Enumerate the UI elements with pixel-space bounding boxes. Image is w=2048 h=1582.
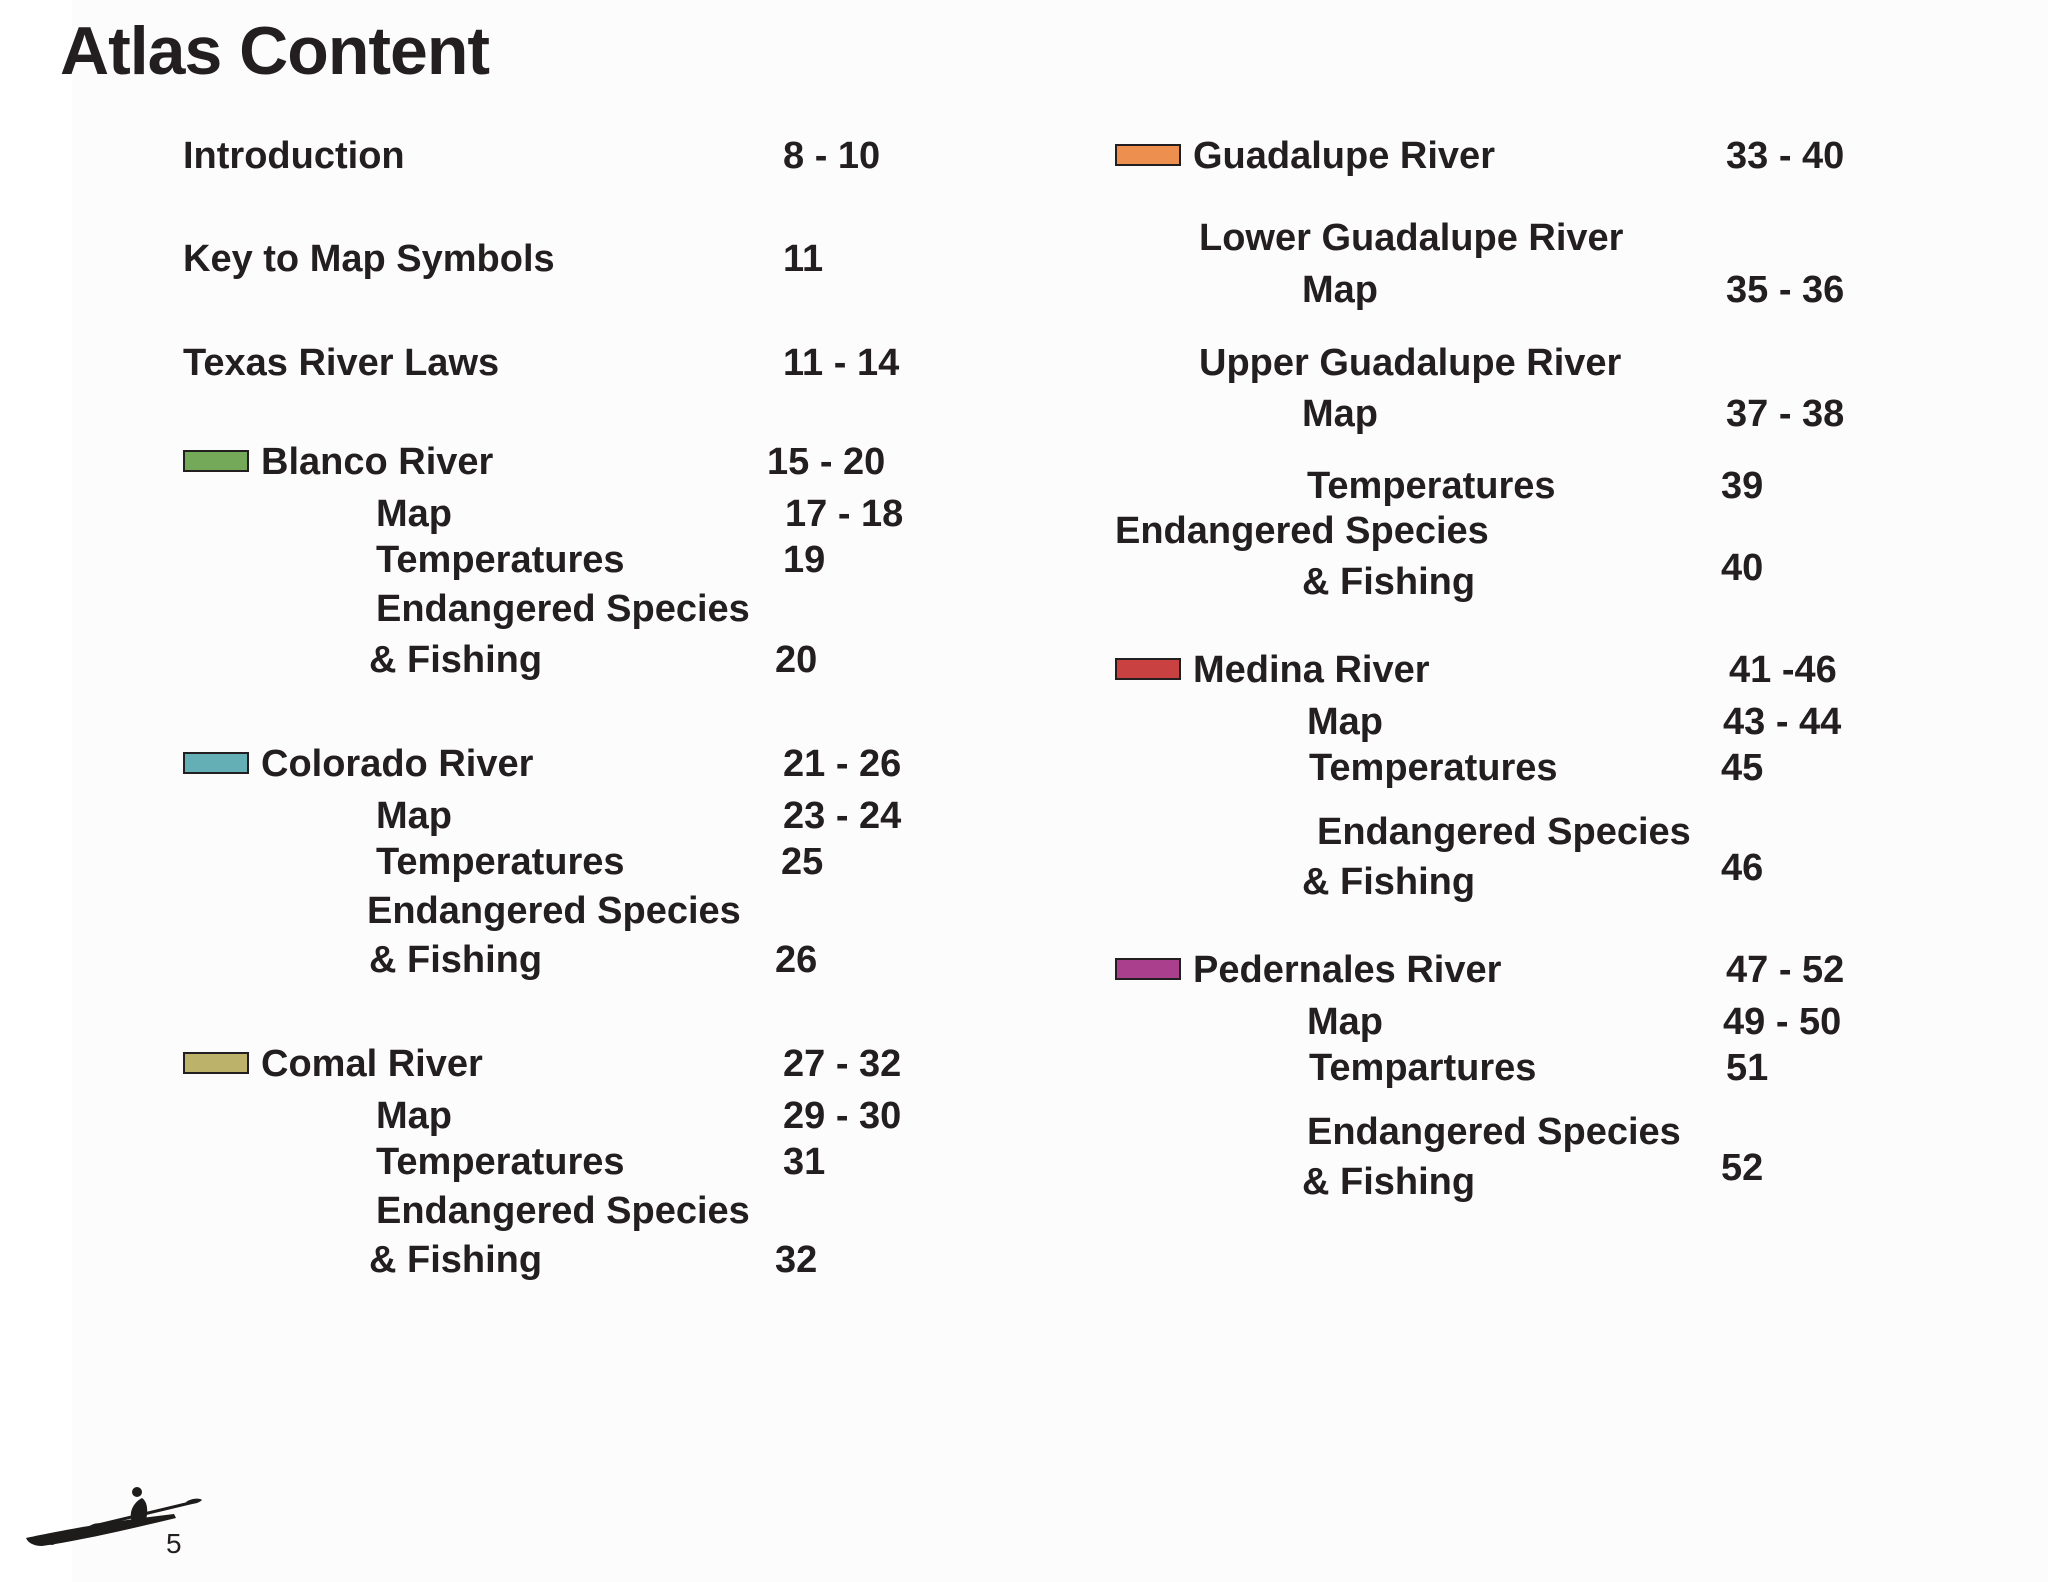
toc-blanco-temperatures-pages: 19 [783, 539, 826, 581]
toc-colorado-temperatures-pages: 25 [781, 841, 824, 883]
toc-medina-species-pages: 46 [1721, 847, 1764, 889]
toc-blanco-temperatures: Temperatures [376, 539, 625, 581]
toc-pedernales-temperatures: Tempartures [1309, 1047, 1537, 1089]
toc-comal-label: Comal River [261, 1043, 483, 1085]
toc-medina-map: Map [1307, 701, 1383, 743]
blanco-color-swatch [183, 450, 249, 472]
toc-pedernales-species-pages: 52 [1721, 1147, 1764, 1189]
toc-pedernales-pages: 47 - 52 [1726, 949, 1845, 991]
page-title: Atlas Content [60, 13, 489, 89]
toc-colorado-map: Map [376, 795, 452, 837]
toc-comal-species: Endangered Species [376, 1190, 750, 1232]
colorado-color-swatch [183, 752, 249, 774]
toc-comal-temperatures-pages: 31 [783, 1141, 826, 1183]
toc-pedernales-temperatures-pages: 51 [1726, 1047, 1769, 1089]
toc-blanco-species: Endangered Species [376, 588, 750, 630]
toc-pedernales-species: Endangered Species [1307, 1111, 1681, 1153]
toc-comal-pages: 27 - 32 [783, 1043, 902, 1085]
toc-guadalupe-species: Endangered Species [1115, 510, 1489, 552]
toc-key-label: Key to Map Symbols [183, 238, 555, 280]
toc-medina-species: Endangered Species [1317, 811, 1691, 853]
toc-blanco-label: Blanco River [261, 441, 494, 483]
toc-laws-label: Texas River Laws [183, 342, 500, 384]
toc-key-pages: 11 [783, 238, 824, 280]
toc-upper-guadalupe-map: Map [1302, 393, 1378, 435]
toc-pedernales-fishing: & Fishing [1302, 1161, 1476, 1203]
toc-medina-pages: 41 -46 [1729, 649, 1837, 691]
guadalupe-color-swatch [1115, 144, 1181, 166]
toc-medina-temperatures-pages: 45 [1721, 747, 1764, 789]
toc-blanco-map-pages: 17 - 18 [785, 493, 904, 535]
toc-pedernales-map-pages: 49 - 50 [1723, 1001, 1842, 1043]
toc-pedernales-label: Pedernales River [1193, 949, 1502, 991]
page-number: 5 [166, 1528, 182, 1559]
toc-pedernales-map: Map [1307, 1001, 1383, 1043]
toc-guadalupe-temperatures-pages: 39 [1721, 465, 1764, 507]
toc-lower-guadalupe-map: Map [1302, 269, 1378, 311]
toc-medina-temperatures: Temperatures [1309, 747, 1558, 789]
toc-colorado-pages: 21 - 26 [783, 743, 902, 785]
toc-upper-guadalupe: Upper Guadalupe River [1199, 342, 1622, 384]
toc-colorado-species-pages: 26 [775, 939, 818, 981]
toc-medina-map-pages: 43 - 44 [1723, 701, 1842, 743]
toc-lower-guadalupe: Lower Guadalupe River [1199, 217, 1624, 259]
medina-color-swatch [1115, 658, 1181, 680]
toc-colorado-map-pages: 23 - 24 [783, 795, 902, 837]
toc-guadalupe-fishing: & Fishing [1302, 561, 1476, 603]
toc-introduction-label: Introduction [183, 135, 405, 177]
toc-colorado-label: Colorado River [261, 743, 534, 785]
toc-comal-map: Map [376, 1095, 452, 1137]
toc-comal-temperatures: Temperatures [376, 1141, 625, 1183]
toc-upper-guadalupe-pages: 37 - 38 [1726, 393, 1845, 435]
pedernales-color-swatch [1115, 958, 1181, 980]
toc-introduction-pages: 8 - 10 [783, 135, 881, 177]
toc-lower-guadalupe-pages: 35 - 36 [1726, 269, 1845, 311]
toc-colorado-species: Endangered Species [367, 890, 741, 932]
toc-medina-fishing: & Fishing [1302, 861, 1476, 903]
toc-colorado-temperatures: Temperatures [376, 841, 625, 883]
toc-medina-label: Medina River [1193, 649, 1430, 691]
toc-blanco-map: Map [376, 493, 452, 535]
toc-guadalupe-species-pages: 40 [1721, 547, 1764, 589]
toc-comal-fishing: & Fishing [369, 1239, 543, 1281]
toc-guadalupe-temperatures: Temperatures [1307, 465, 1556, 507]
toc-comal-map-pages: 29 - 30 [783, 1095, 902, 1137]
toc-guadalupe-label: Guadalupe River [1193, 135, 1495, 177]
toc-blanco-pages: 15 - 20 [767, 441, 886, 483]
toc-blanco-species-pages: 20 [775, 639, 818, 681]
toc-colorado-fishing: & Fishing [369, 939, 543, 981]
toc-comal-species-pages: 32 [775, 1239, 818, 1281]
toc-laws-pages: 11 - 14 [783, 342, 900, 384]
comal-color-swatch [183, 1052, 249, 1074]
toc-blanco-fishing: & Fishing [369, 639, 543, 681]
toc-guadalupe-pages: 33 - 40 [1726, 135, 1845, 177]
